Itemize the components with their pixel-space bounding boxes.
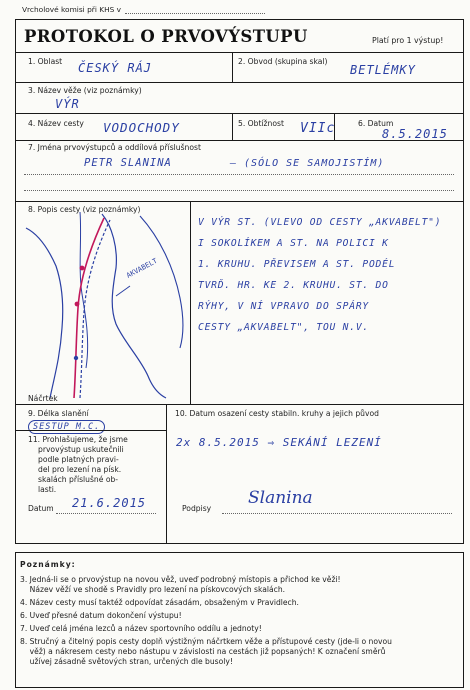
route-name-label: AKVABELT: [125, 256, 159, 280]
vez-value[interactable]: VÝR: [55, 97, 80, 111]
description-line-6[interactable]: CESTY „AKVABELT", TOU N.V.: [198, 322, 369, 333]
jmena-dots-1: [24, 174, 454, 175]
prohlaseni-line-1: 11. Prohlašujeme, že jsme: [28, 435, 128, 444]
akvabelt-pointer: [116, 286, 130, 296]
obvod-value[interactable]: BETLÉMKY: [350, 63, 416, 77]
rock-outline-right: [102, 214, 166, 398]
notes-heading: Poznámky:: [20, 560, 76, 569]
slaneni-value[interactable]: SESTUP M.C.: [28, 420, 105, 434]
belay-ring-1: [75, 302, 80, 307]
bottom-datum-label: Datum: [28, 504, 54, 513]
obtiznost-value[interactable]: VIIc: [300, 121, 336, 136]
row4-divider-a: [232, 113, 233, 140]
note-item-5: 7. Uveď celá jména lezců a název sportovního oddílu a jednoty!: [20, 624, 262, 633]
oblast-value[interactable]: ČESKÝ RÁJ: [78, 61, 153, 75]
obtiznost-label: 5. Obtížnost: [238, 119, 284, 128]
row1-line: [15, 82, 464, 83]
route-sketch: [20, 208, 190, 404]
route-description: [198, 212, 441, 338]
jmena-dots-2: [24, 190, 454, 191]
osazeni-label: 10. Datum osazení cesty stabiln. kruhy a jejich původ: [175, 409, 379, 418]
note-item-3: 4. Název cesty musí taktéž odpovídat zásadám, obsaženým v Pravidlech.: [20, 598, 299, 607]
row9-divider: [166, 404, 167, 544]
row9-line: [15, 430, 166, 431]
vez-label: 3. Název věže (viz poznámky): [28, 86, 142, 95]
note-item-1: 3. Jedná-li se o prvovýstup na novou věž, uveď podrobný místopis a přichod ke věži!: [20, 575, 341, 584]
oblast-label: 1. Oblast: [28, 57, 63, 66]
prohlaseni-line-2: prvovýstup uskutečnili: [38, 445, 124, 454]
obvod-label: 2. Obvod (skupina skal): [238, 57, 328, 66]
title-divider: [15, 52, 464, 53]
prohlaseni-line-4: del pro lezení na písk.: [38, 465, 122, 474]
note-item-4: 6. Uveď přesné datum dokončení výstupu!: [20, 611, 182, 620]
datum-dots: [56, 513, 156, 514]
jmena-value[interactable]: PETR SLANINA: [84, 157, 172, 169]
form-title: PROTOKOL O PRVOVÝSTUPU: [24, 27, 308, 46]
cesta-value[interactable]: VODOCHODY: [103, 120, 180, 135]
description-line-3[interactable]: 1. KRUHU. PŘEVISEM A ST. PODÉL: [198, 259, 396, 270]
slaneni-label: 9. Délka slanění: [28, 409, 89, 418]
osazeni-value[interactable]: 2x 8.5.2015 ⇒ SEKÁNÍ LEZENÍ: [176, 436, 382, 449]
bottom-datum-value[interactable]: 21.6.2015: [72, 496, 147, 510]
description-line-2[interactable]: I SOKOLÍKEM A ST. NA POLICI K: [198, 238, 389, 249]
description-line-4[interactable]: TVRĎ. HR. KE 2. KRUHU. ST. DO: [198, 280, 389, 291]
note-item-8: užívej zásadně světových stran, určených dle busoly!: [20, 657, 233, 666]
belay-ring-2: [80, 266, 85, 271]
jmena-label: 7. Jména prvovýstupců a oddílová příslušnost: [28, 143, 201, 152]
cesta-label: 4. Název cesty: [28, 119, 84, 128]
start-point: [74, 356, 78, 360]
committee-label: Vrcholové komisi při KHS v: [22, 5, 122, 14]
row4-divider-b: [334, 113, 335, 140]
rock-outline-far: [140, 216, 183, 348]
prohlaseni-line-3: podle platných pravi-: [38, 455, 119, 464]
row7-line: [15, 201, 464, 202]
sketch-divider: [190, 201, 191, 404]
rock-outline-left: [26, 228, 63, 398]
podpisy-dots: [222, 513, 452, 514]
rock-outline-mid: [80, 212, 88, 368]
signature[interactable]: Slanina: [248, 488, 313, 508]
jmena-note[interactable]: — (SÓLO SE SAMOJISTÍM): [230, 158, 385, 169]
popis-label: 8. Popis cesty (viz poznámky): [28, 205, 141, 214]
description-line-5[interactable]: RÝHY, V NÍ VPRAVO DO SPÁRY: [198, 301, 369, 312]
row4-line: [15, 140, 464, 141]
note-item-2: Název věží ve shodě s Pravidly pro lezení na pískovcových skalách.: [20, 585, 286, 594]
row1-divider: [232, 52, 233, 82]
valid-note: Platí pro 1 výstup!: [372, 36, 444, 45]
prohlaseni-line-5: skalách příslušné ob-: [38, 475, 119, 484]
row8-line: [15, 404, 464, 405]
description-line-1[interactable]: V VÝR ST. (VLEVO OD CESTY „AKVABELT"): [198, 217, 442, 228]
datum-label: 6. Datum: [358, 119, 394, 128]
note-item-6: 8. Stručný a čitelný popis cesty doplň výstižným náčrtkem věže a přístupové cesty (jde-li o novou: [20, 637, 392, 646]
podpisy-label: Podpisy: [182, 504, 212, 513]
naacrtek-label: Náčrtek: [28, 394, 58, 403]
committee-dots: [125, 13, 265, 14]
note-item-7: věž) a nákresem cesty nebo nástupu v závislosti na cestách již popsaných! K označení směrů: [20, 647, 386, 656]
prohlaseni-line-6: lasti.: [38, 485, 57, 494]
datum-value[interactable]: 8.5.2015: [382, 127, 448, 141]
row3-line: [15, 113, 464, 114]
